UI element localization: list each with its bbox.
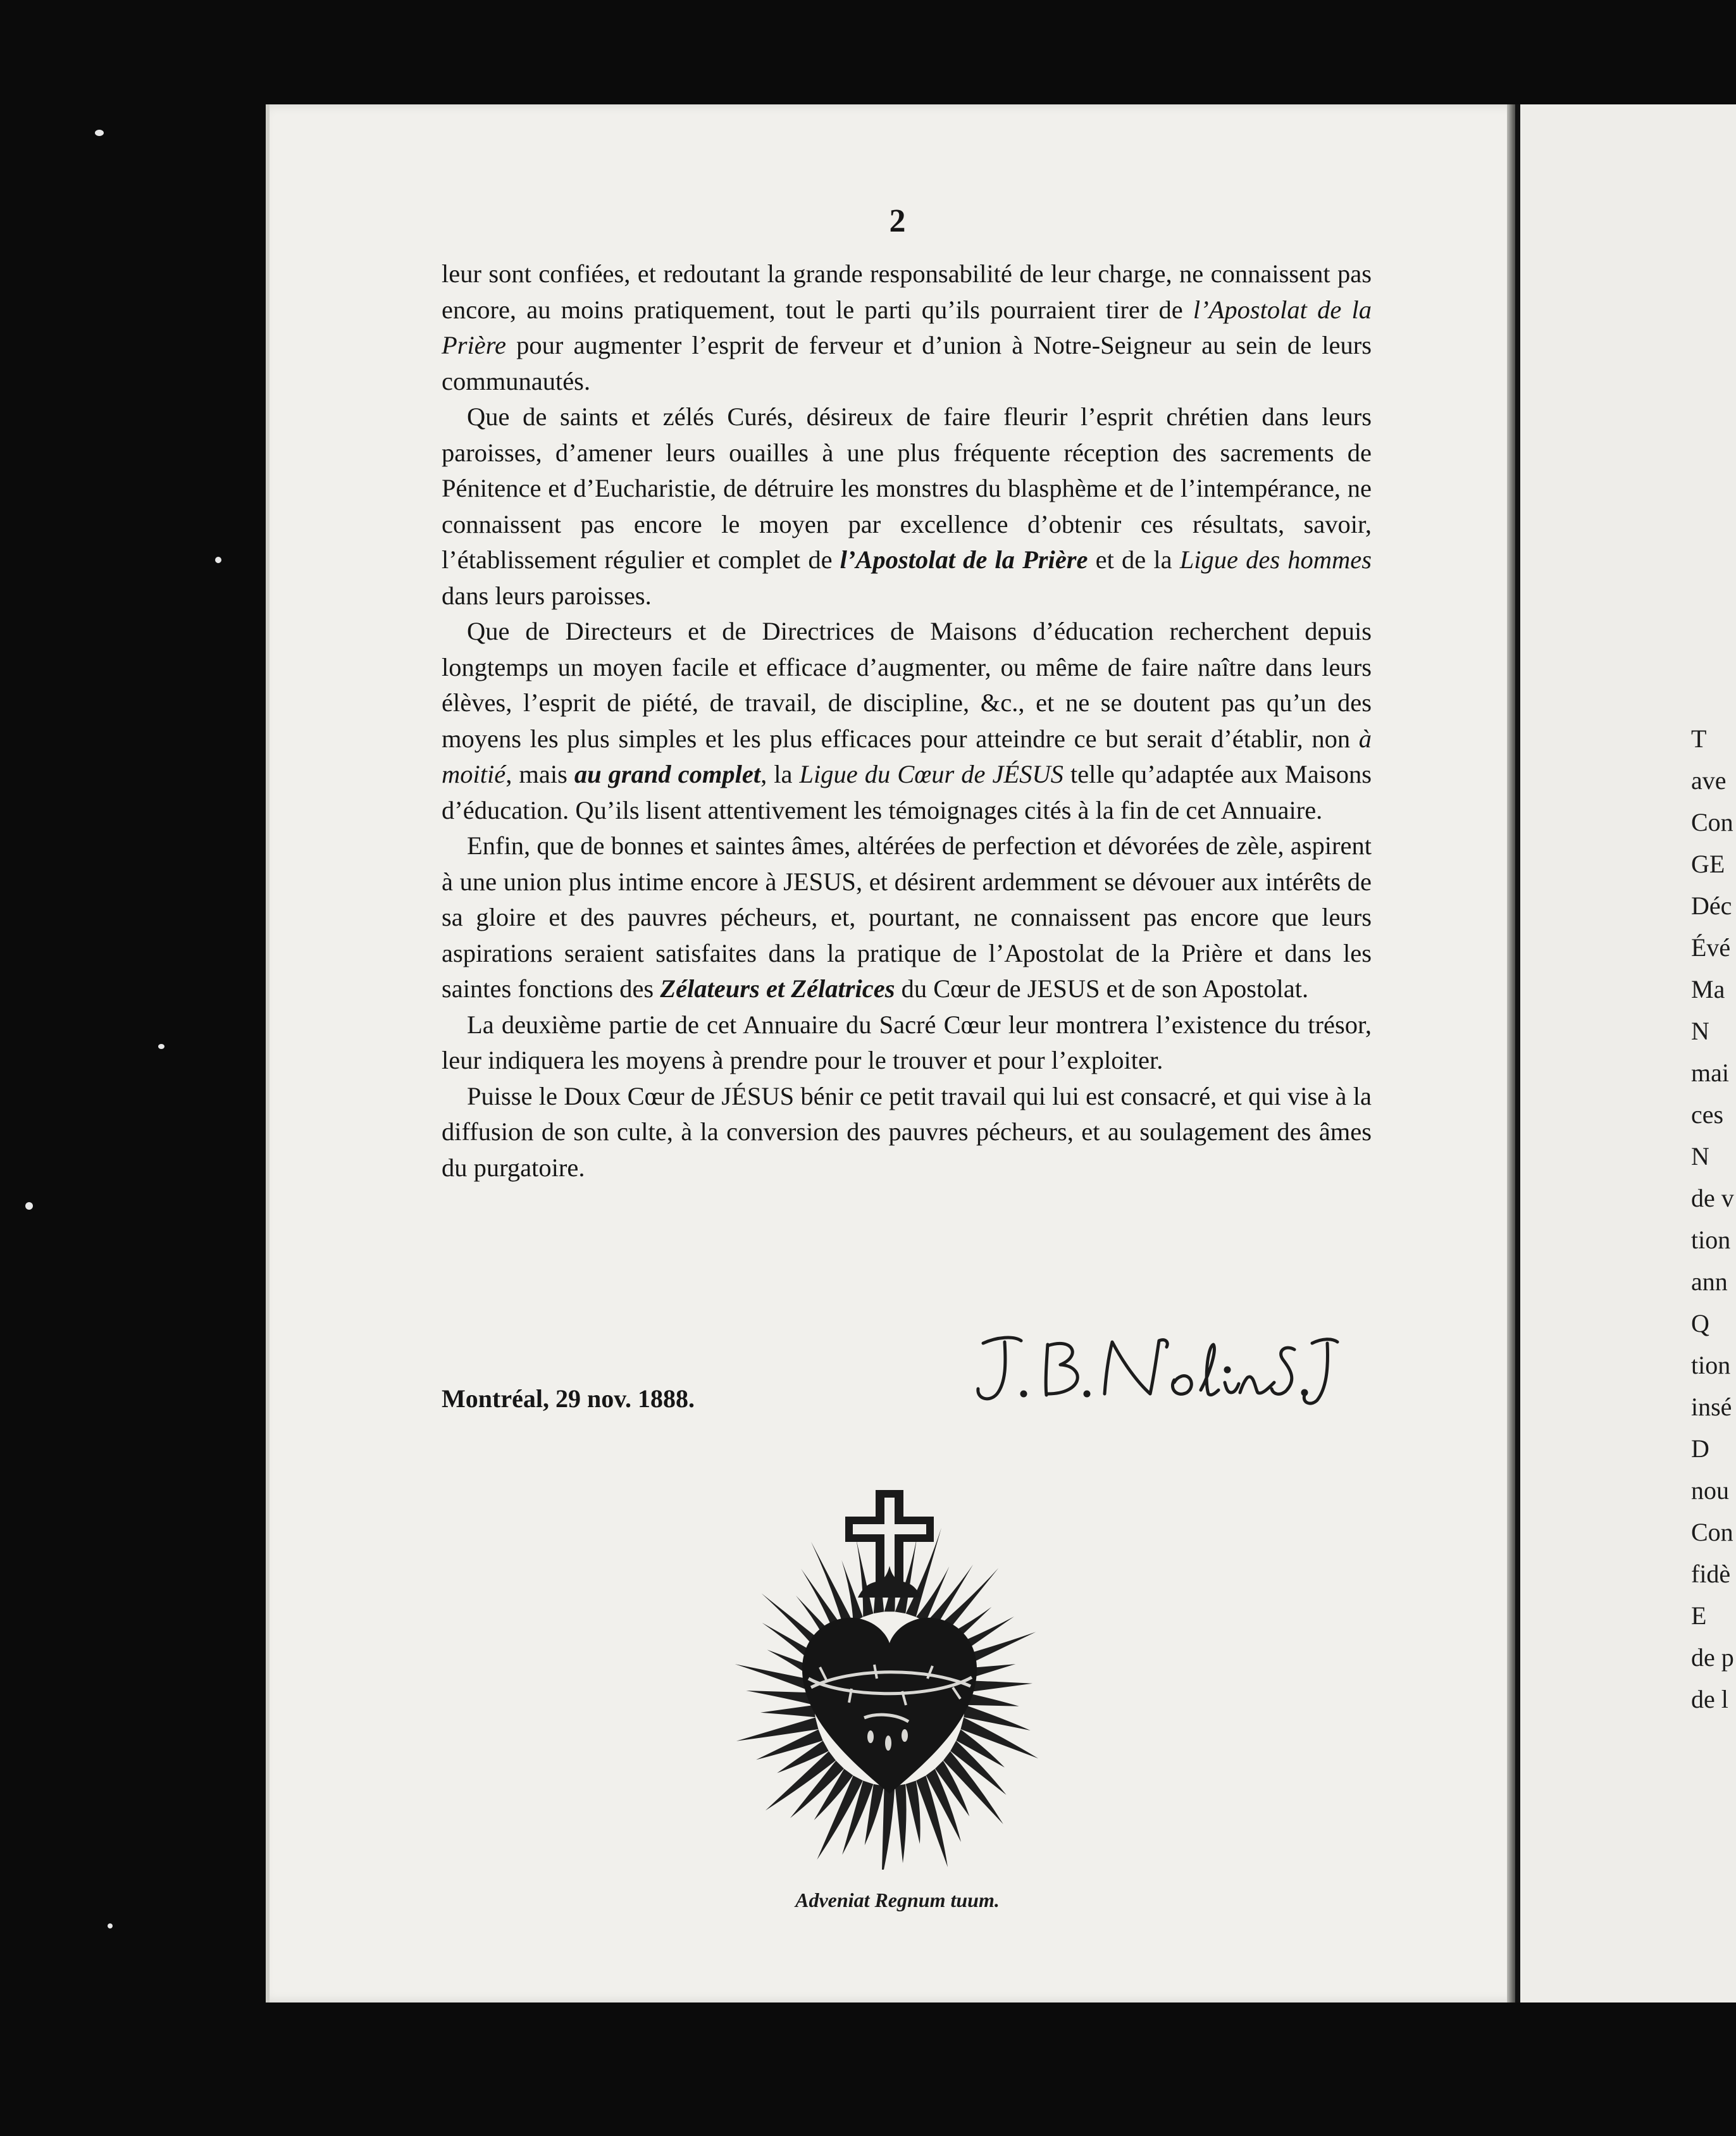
fragment-line: Ma	[1691, 975, 1725, 1003]
paragraph	[442, 1007, 1372, 1079]
motto: Adveniat Regnum tuum.	[795, 1889, 1000, 1911]
paragraph	[442, 256, 1372, 399]
fragment-line: D	[1691, 1434, 1709, 1463]
paragraph	[442, 614, 1372, 828]
fragment-line: E	[1691, 1601, 1707, 1630]
flame-ray	[746, 1691, 814, 1705]
text-run: Zélateurs et Zélatrices	[660, 974, 895, 1003]
fragment-line: insé	[1691, 1393, 1732, 1421]
film-speck	[95, 130, 104, 136]
fragment-line: mai	[1691, 1059, 1729, 1087]
text-run: au grand complet	[574, 760, 761, 788]
text-run: Que de saints et zélés Curés, désireux de faire fleurir l’esprit chrétien dans leurs paroisses, d’amener leurs ouailles à une plus fréquente réception des sacrements de Pénitence et d’Eucharistie, de détruire les monstres du blasphème et de l’intempérance, ne connaissent pas encore le moyen par excellence d’obtenir ces résultats, savoir, l’établissement régulier et complet de	[442, 402, 1372, 574]
text-run: leur sont confiées, et redoutant la grande responsabilité de leur charge, ne connaissent pas encore, au moins pratiquement, tout le parti qu’ils pourraient tirer de	[442, 259, 1372, 324]
flame-ray	[895, 1784, 907, 1863]
adjacent-page-fragments	[1691, 718, 1736, 1720]
fragment-line: tion	[1691, 1226, 1731, 1254]
film-speck	[158, 1044, 164, 1049]
fragment-line: Con	[1691, 808, 1733, 836]
fragment-line: T	[1691, 724, 1707, 753]
fragment-line: de l	[1691, 1685, 1728, 1713]
text-run: pour augmenter l’esprit de ferveur et d’union à Notre-Seigneur au sein de leurs communautés.	[442, 331, 1372, 395]
text-run: du Cœur de JESUS et de son Apostolat.	[895, 974, 1309, 1003]
fragment-line: Q	[1691, 1309, 1709, 1338]
fragment-line: GE	[1691, 850, 1725, 878]
fragment-line: ave	[1691, 766, 1727, 795]
fragment-line: Con	[1691, 1518, 1733, 1546]
book-page-right-edge	[1515, 104, 1736, 2003]
text-run: Que de Directeurs et de Directrices de Maisons d’éducation recherchent depuis longtemps un moyen facile et efficace d’augmenter, ou même de faire naître dans leurs élèves, l’esprit de piété, de travail, de discipline, &c., et ne se doutent pas qu’un des moyens les plus simples et les plus efficaces pour atteindre ce but serait d’établir, non	[442, 617, 1372, 753]
text-run: dans leurs paroisses.	[442, 581, 652, 610]
text-run: , la	[760, 760, 800, 788]
text-run: Enfin, que de bonnes et saintes âmes, altérées de perfection et dévorées de zèle, aspirent à une union plus intime encore à JESUS, et désirent ardemment se dévouer aux intérêts de sa gloire et des pauvres pécheurs, et, pourtant, ne connaissent pas encore que leurs aspirations seraient satisfaites dans la pratique de l’Apostolat de la Prière et dans les saintes fonctions des	[442, 831, 1372, 1003]
text-run: , mais	[505, 760, 574, 788]
film-speck	[25, 1202, 33, 1210]
body-text	[442, 256, 1372, 1186]
text-run: Ligue des hommes	[1179, 545, 1372, 574]
fragment-line: de p	[1691, 1643, 1734, 1672]
text-run: l’Apostolat de la Prière	[840, 545, 1088, 574]
text-run: et de la	[1088, 545, 1180, 574]
film-speck	[108, 1923, 113, 1928]
flame-ray	[965, 1692, 1019, 1706]
sacred-heart-icon	[725, 1477, 1054, 1870]
paragraph	[442, 399, 1372, 614]
text-run: Ligue du Cœur de JÉSUS	[799, 760, 1063, 788]
book-page-left	[266, 104, 1525, 2003]
handwritten-signature	[953, 1319, 1345, 1408]
flame-ray	[856, 1538, 873, 1617]
text-run: l’Apostolat de la Prière	[442, 295, 1372, 359]
text-run: telle qu’adaptée aux Maisons d’éducation. Qu’ils lisent attentivement les témoignages cités à la fin de cet Annuaire.	[442, 760, 1372, 824]
fragment-line: N	[1691, 1017, 1709, 1045]
fragment-line: fidè	[1691, 1560, 1731, 1588]
text-run: à moitié	[442, 724, 1372, 788]
fragment-line: de v	[1691, 1184, 1734, 1212]
film-speck	[215, 557, 221, 563]
fragment-line: nou	[1691, 1476, 1729, 1505]
flame-ray	[906, 1780, 921, 1844]
fragment-line: ann	[1691, 1267, 1728, 1296]
text-run: Puisse le Doux Cœur de JÉSUS bénir ce petit travail qui lui est consacré, et qui vise à la diffusion de son culte, à la conversion des pauvres pécheurs, et au soulagement des âmes du purgatoire.	[442, 1081, 1372, 1182]
flame-ray	[760, 1705, 815, 1717]
fragment-line: Déc	[1691, 891, 1732, 920]
fragment-line: N	[1691, 1142, 1709, 1170]
fragment-line: ces	[1691, 1100, 1724, 1129]
fragment-line: tion	[1691, 1351, 1731, 1379]
fragment-line: Évé	[1691, 933, 1731, 962]
text-run: La deuxième partie de cet Annuaire du Sacré Cœur leur montrera l’existence du trésor, leur indiquera les moyens à prendre pour le trouver et pour l’exploiter.	[442, 1010, 1372, 1074]
page-number: 2	[889, 203, 906, 239]
paragraph	[442, 828, 1372, 1007]
paragraph	[442, 1079, 1372, 1186]
place-and-date: Montréal, 29 nov. 1888.	[442, 1384, 695, 1413]
flame-ray	[882, 1786, 895, 1870]
